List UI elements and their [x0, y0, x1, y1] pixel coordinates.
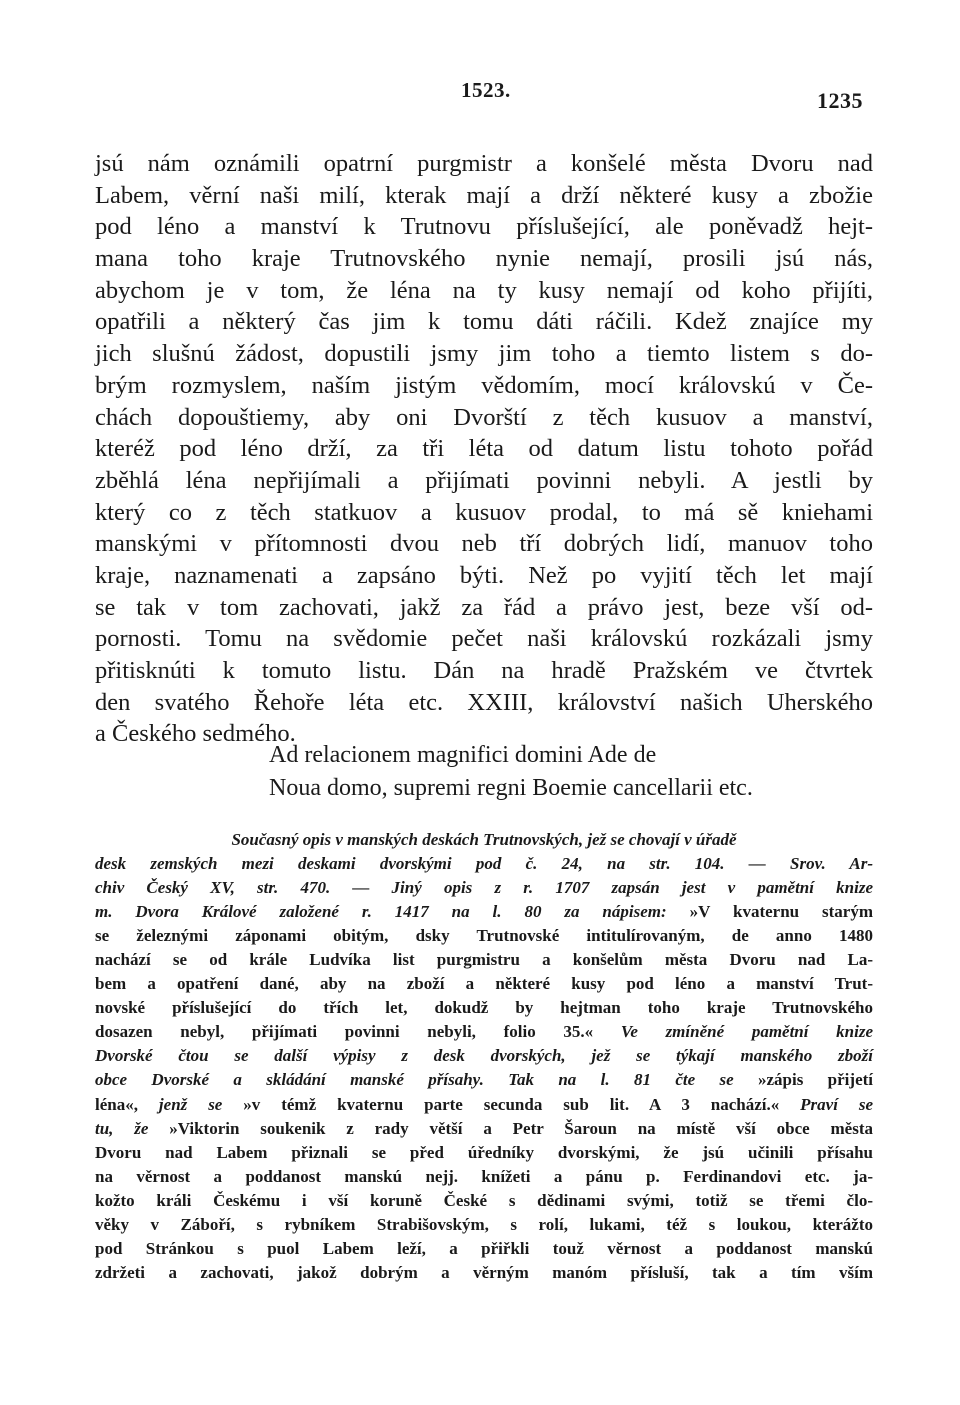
note-line: Dvoru nad Labem přiznali se před úředníky dvorskými, že jsú učinili přísahu	[95, 1142, 873, 1162]
closing-line: Noua domo, supremi regni Boemie cancellarii etc.	[269, 775, 753, 801]
note-segment-italic: Ve zmíněné pamětní knize	[620, 1022, 874, 1042]
body-line: zběhlá léna nepřijímali a přijímati povinni nebyli. A jestli by	[95, 466, 873, 494]
page-number: 1235	[817, 88, 863, 113]
closing-formula	[269, 739, 879, 805]
note-line: bem a opatření dané, aby na zboží a některé kusy pod léno a manství Trut-	[95, 974, 873, 994]
note-segment: »Viktorin soukenik z rady větší a Petr Šaroun na místě vší obce města	[169, 1118, 873, 1138]
note-segment-italic: obce Dvorské a skládání manské přísahy. Tak na l. 81 čte se	[95, 1070, 734, 1090]
body-line: se tak v tom zachovati, jakž za řád a právo jest, beze vší od-	[95, 593, 873, 621]
note-line: zdržeti a zachovati, jakož dobrým a věrným manóm přísluší, tak a tím vším	[95, 1262, 873, 1282]
note-line: na věrnost a poddanost manskú nejj. knížeti a pánu p. Ferdinandovi etc. ja-	[95, 1166, 873, 1186]
closing-line: Ad relacionem magnifici domini Ade de	[269, 742, 657, 768]
body-line: manskými v přítomnosti dvou neb tří dobrých lidí, manuov toho	[95, 530, 873, 558]
body-line: Labem, věrní naši milí, kterak mají a drží některé kusy a zbožie	[95, 181, 873, 209]
body-line: den svatého Řehoře léta etc. XXIII, království našich Uherského	[95, 688, 873, 716]
note-segment: léna«,	[95, 1094, 138, 1114]
note-line: desk zemských mezi deskami dvorskými pod č. 24, na str. 104. — Srov. Ar-	[95, 854, 873, 874]
note-segment-italic: m. Dvora Králové založené r. 1417 na l. 80 za nápisem:	[95, 902, 667, 922]
editorial-note	[95, 828, 873, 1285]
note-segment: »v témž kvaternu parte secunda sub lit. A 3 nachází.«	[243, 1094, 780, 1114]
body-line: jich slušnú žádost, dopustili jsmy jim toho a tiemto listem s do-	[95, 340, 873, 368]
note-line: kožto králi Českému i vší koruně České s dědinami svými, totiž se třemi člo-	[95, 1190, 873, 1210]
note-line: pod Stránkou s puol Labem leží, a přiřkli touž věrnost a poddanost manskú	[95, 1238, 873, 1258]
body-line: který co z těch statkuov a kusuov prodal, to má sě kniehami	[95, 498, 873, 526]
note-line	[95, 1117, 873, 1141]
note-segment-italic: Praví se	[800, 1094, 874, 1114]
note-segment: dosazen nebyl, přijímati povinni nebyli, folio 35.«	[95, 1022, 594, 1042]
body-line: brým rozmyslem, naším jistým vědomím, mocí královskú v Če-	[95, 371, 873, 399]
page-year: 1523.	[461, 78, 511, 102]
body-line: pornosti. Tomu na svědomie pečet naši královskú rozkázali jsmy	[95, 625, 873, 653]
body-line: pod léno a manství k Trutnovu příslušející, ale poněvadž hejt-	[95, 213, 873, 241]
note-line: se železnými záponami obitým, dsky Trutnovské intitulírovaným, de anno 1480	[95, 926, 873, 946]
note-line	[95, 900, 873, 924]
document-body	[95, 148, 873, 750]
body-line: přitisknúti k tomuto listu. Dán na hradě Pražském ve čtvrtek	[95, 657, 873, 684]
note-line: nachází se od krále Ludvíka list purgmistru a konšelům města Dvoru nad La-	[95, 950, 873, 970]
note-line	[95, 1093, 873, 1117]
note-line	[95, 1068, 873, 1092]
note-line: Dvorské čtou se další výpisy z desk dvorských, jež se týkají manského zboží	[95, 1046, 873, 1066]
body-line: kraje, naznamenati a zapsáno býti. Než po vyjití těch let mají	[95, 561, 873, 589]
body-line: abychom je v tom, že léna na ty kusy nemají od koho přijíti,	[95, 276, 873, 304]
note-segment: »zápis přijetí	[758, 1070, 873, 1090]
body-line: opatřili a některý čas jim k tomu dáti ráčili. Kdež znajíce my	[95, 308, 873, 336]
body-line: chách dopouštiemy, aby oni Dvorští z těch kusuov a manství,	[95, 403, 873, 431]
note-segment-italic: jenž se	[158, 1094, 223, 1114]
note-segment: »V kvaternu starým	[689, 902, 874, 922]
note-segment-italic: tu, že	[95, 1118, 149, 1138]
note-line: chiv Český XV, str. 470. — Jiný opis z r. 1707 zapsán jest v pamětní knize	[95, 878, 873, 898]
note-line: Současný opis v manských deskách Trutnovských, jež se chovají v úřadě	[231, 830, 737, 849]
note-line: novské příslušející do třích let, dokudž by hejtman toho kraje Trutnovského	[95, 998, 873, 1018]
body-line: a Českého sedmého.	[95, 720, 296, 748]
body-line: kteréž pod léno drží, za tři léta od datum listu tohoto pořád	[95, 435, 873, 463]
note-line	[95, 1020, 873, 1044]
body-line: jsú nám oznámili opatrní purgmistr a konšelé města Dvoru nad	[95, 150, 873, 177]
body-line: mana toho kraje Trutnovského nynie nemají, prosili jsú nás,	[95, 245, 873, 273]
note-line: věky v Záboří, s rybníkem Strabišovským, s rolí, lukami, též s loukou, kterážto	[95, 1214, 873, 1234]
